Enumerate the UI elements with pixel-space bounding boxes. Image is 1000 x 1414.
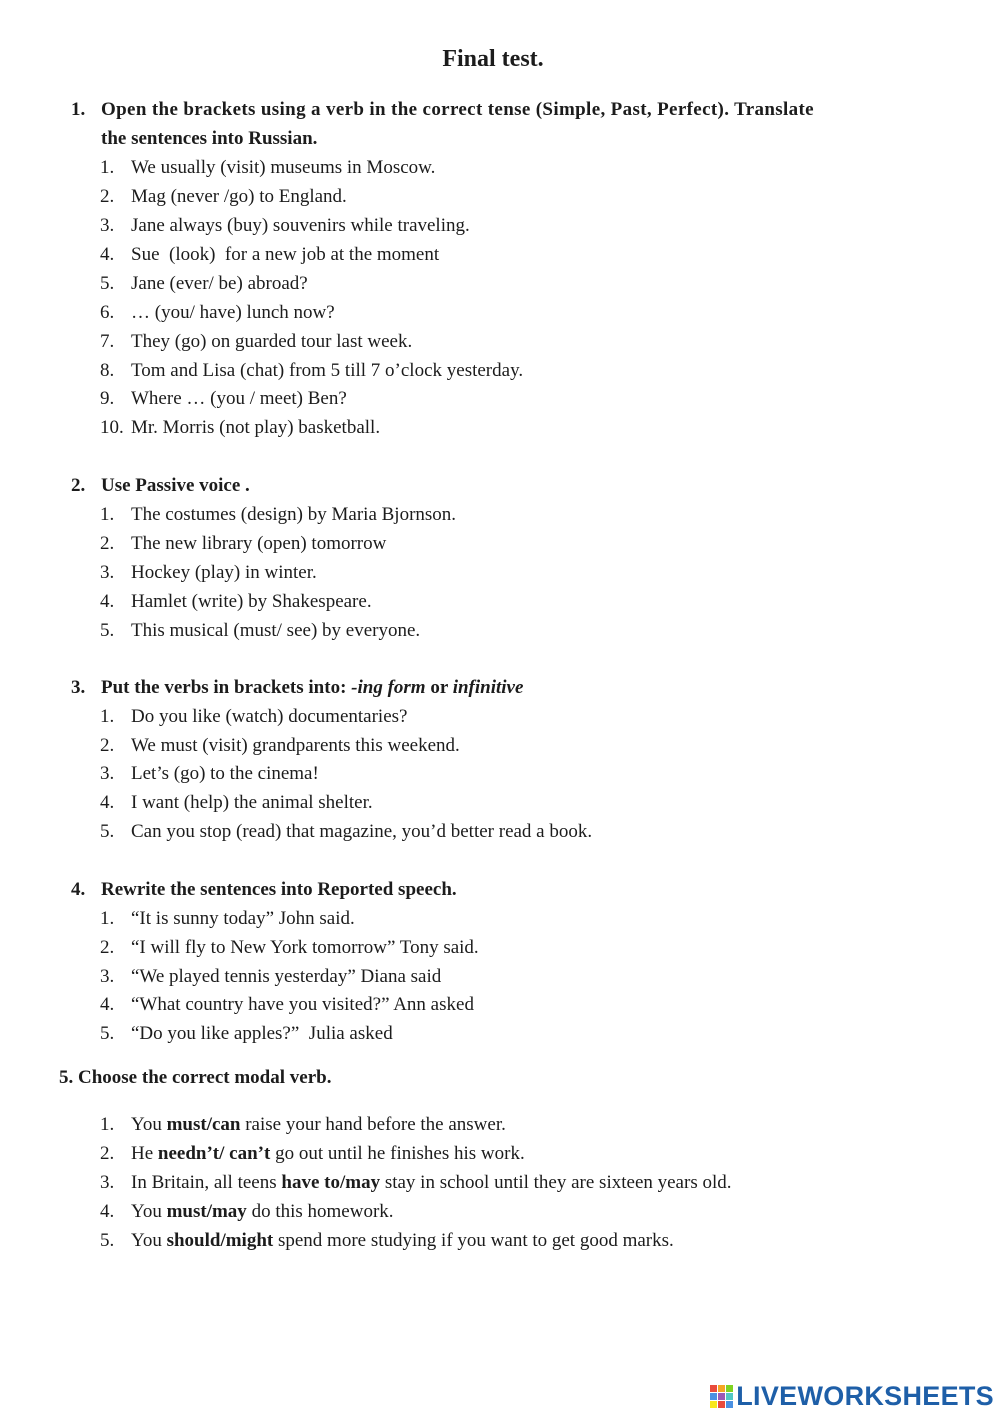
logo-square [718, 1401, 725, 1408]
list-item: 7. They (go) on guarded tour last week. [100, 331, 413, 352]
logo-square [726, 1385, 733, 1392]
list-item: 8. Tom and Lisa (chat) from 5 till 7 o’clock yesterday. [100, 360, 524, 381]
list-item: 2. The new library (open) tomorrow [100, 533, 387, 554]
section-3-heading: 3. Put the verbs in brackets into: -ing form or infinitive [101, 673, 523, 702]
list-item: 4. I want (help) the animal shelter. [100, 792, 373, 813]
list-item: 5. You should/might spend more studying if you want to get good marks. [100, 1230, 674, 1251]
section-2-heading [71, 471, 250, 500]
list-item: 5. Can you stop (read) that magazine, you’d better read a book. [100, 821, 593, 842]
list-item: 1. We usually (visit) museums in Moscow. [100, 157, 436, 178]
logo-square [710, 1385, 717, 1392]
logo-text: LIVEWORKSHEETS [736, 1380, 994, 1411]
list-item: 1. The costumes (design) by Maria Bjornson. [100, 504, 457, 525]
logo-square [718, 1385, 725, 1392]
section-5-heading: 5. Choose the correct modal verb. [59, 1067, 332, 1088]
list-item: 6. … (you/ have) lunch now? [100, 302, 335, 323]
logo-square [718, 1393, 725, 1400]
page-title: Final test. [442, 46, 544, 72]
logo-square [710, 1393, 717, 1400]
list-item: 2. We must (visit) grandparents this weekend. [100, 735, 460, 756]
list-item: 4. Hamlet (write) by Shakespeare. [100, 591, 372, 612]
list-item: 9. Where … (you / meet) Ben? [100, 388, 347, 409]
list-item: 5. Jane (ever/ be) abroad? [100, 273, 308, 294]
list-item: 1. “It is sunny today” John said. [100, 908, 355, 929]
list-item: 1. You must/can raise your hand before the answer. [100, 1114, 506, 1135]
heading-line: the sentences into Russian. [101, 128, 318, 149]
section-4-heading [71, 875, 457, 904]
list-item: 3. In Britain, all teens have to/may stay in school until they are sixteen years old. [100, 1172, 732, 1193]
section-1-heading [71, 95, 931, 153]
logo-square [726, 1393, 733, 1400]
list-item: 3. “We played tennis yesterday” Diana said [100, 966, 442, 987]
list-item: 4. You must/may do this homework. [100, 1201, 394, 1222]
list-item: 3. Jane always (buy) souvenirs while traveling. [100, 215, 470, 236]
logo-square [726, 1401, 733, 1408]
section-number: 2. [71, 475, 86, 496]
heading-line: Open the brackets using a verb in the correct tense (Simple, Past, Perfect). Translate [101, 99, 814, 120]
section-number: 4. [71, 879, 86, 900]
liveworksheets-logo [710, 1380, 994, 1412]
logo-mark-icon [710, 1385, 733, 1408]
list-item: 4. Sue (look) for a new job at the moment [100, 244, 440, 265]
list-item: 2. Mag (never /go) to England. [100, 186, 347, 207]
heading-text: Rewrite the sentences into Reported speech. [101, 879, 457, 900]
list-item: 3. Hockey (play) in winter. [100, 562, 317, 583]
section-number: 3. [71, 677, 86, 698]
list-item: 5. “Do you like apples?” Julia asked [100, 1023, 393, 1044]
list-item: 2. “I will fly to New York tomorrow” Tony said. [100, 937, 479, 958]
heading-text: Use Passive voice . [101, 475, 250, 496]
list-item: 4. “What country have you visited?” Ann asked [100, 994, 474, 1015]
list-item: 5. This musical (must/ see) by everyone. [100, 620, 421, 641]
list-item: 2. He needn’t/ can’t go out until he finishes his work. [100, 1143, 525, 1164]
list-item: 1. Do you like (watch) documentaries? [100, 706, 408, 727]
list-item: 10. Mr. Morris (not play) basketball. [100, 417, 381, 438]
section-number: 1. [71, 99, 86, 120]
list-item: 3. Let’s (go) to the cinema! [100, 763, 319, 784]
logo-square [710, 1401, 717, 1408]
